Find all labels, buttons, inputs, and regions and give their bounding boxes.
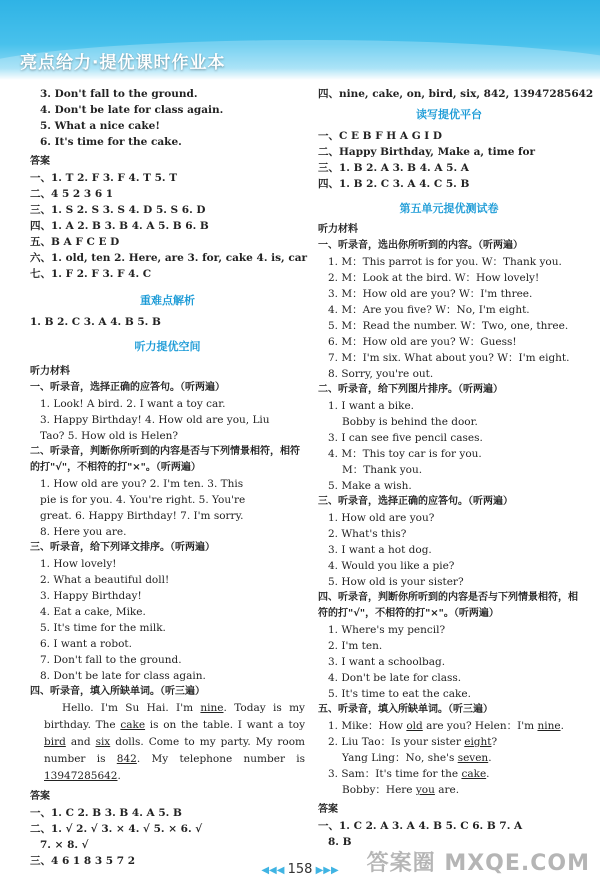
section-heading: 听力提优空间	[134, 340, 201, 353]
text-line: 3. Happy Birthday! 4. How old are you, Liu	[40, 414, 270, 426]
text-line: 5. It's time for the milk.	[40, 622, 166, 634]
answer-line: 1. B 2. C 3. A 4. B 5. B	[30, 316, 161, 328]
text-line: 4. Eat a cake, Mike.	[40, 606, 146, 618]
text-line: Bobby is behind the door.	[342, 416, 478, 428]
exercise-title: 二、听录音，判断你所听到的内容是否与下列情景相符，相符的打"√"，不相符的打"×"。（听两遍）	[30, 446, 300, 473]
line-text: are.	[434, 784, 460, 796]
fill-in-line	[318, 782, 580, 798]
text-line: 4. Don't be late for class again.	[40, 104, 224, 116]
exercise-title: 二、听录音，给下列图片排序。（听两遍）	[318, 384, 503, 395]
text-line: 2. M：Look at the bird. W：How lovely!	[328, 272, 540, 284]
answer-label: 答案	[30, 791, 50, 802]
filled-word: old	[406, 720, 423, 732]
text-line: 6. It's time for the cake.	[40, 136, 182, 148]
line-text: 1. Mike：How	[328, 720, 407, 732]
text-line: 8. Here you are.	[40, 526, 127, 538]
para-text: and	[65, 736, 96, 748]
text-line: 1. I want a bike.	[328, 400, 414, 412]
fill-in-line	[318, 718, 580, 734]
answer-line: 一、C E B F H A G I D	[318, 130, 442, 142]
text-line: 2. I'm ten.	[328, 640, 383, 652]
answer-line: 六、1. old, ten 2. Here, are 3. for, cake 4. is, car	[30, 252, 308, 264]
text-line: pie is for you. 4. You're right. 5. You're	[40, 494, 246, 506]
text-line: 3. I can see five pencil cases.	[328, 432, 483, 444]
answer-line: 一、1. C 2. B 3. B 4. A 5. B	[30, 807, 182, 819]
answer-line: 三、4 6 1 8 3 5 7 2	[30, 855, 136, 867]
text-line: 4. M：This toy car is for you.	[328, 448, 482, 460]
text-line: 1. How old are you?	[328, 512, 435, 524]
listening-label: 听力材料	[30, 366, 70, 377]
filled-word: you	[415, 784, 435, 796]
answer-label: 答案	[318, 804, 338, 815]
para-text: .	[117, 770, 121, 782]
book-title: 亮点给力·提优课时作业本	[20, 53, 226, 73]
answer-line: 8. B	[328, 836, 352, 848]
answer-line: 二、Happy Birthday, Make a, time for	[318, 146, 536, 158]
filled-word: bird	[44, 736, 66, 748]
filled-word: six	[95, 736, 111, 748]
listening-label: 听力材料	[318, 224, 358, 235]
fill-in-line	[318, 734, 580, 750]
section-heading: 重难点解析	[140, 294, 195, 307]
exercise-title: 三、听录音，选择正确的应答句。（听两遍）	[318, 496, 513, 507]
fill-in-line	[318, 750, 580, 766]
left-column	[30, 80, 308, 869]
text-line: great. 6. Happy Birthday! 7. I'm sorry.	[40, 510, 244, 522]
page-number-text: 158	[287, 862, 313, 877]
answer-line: 三、1. B 2. A 3. B 4. A 5. A	[318, 162, 469, 174]
text-line: 3. M：How old are you? W：I'm three.	[328, 288, 533, 300]
line-text: .	[486, 768, 490, 780]
answer-line: 四、1. B 2. C 3. A 4. C 5. B	[318, 178, 470, 190]
exercise-title: 一、听录音，选择正确的应答句。（听两遍）	[30, 382, 225, 393]
answer-line: 一、1. C 2. A 3. A 4. B 5. C 6. B 7. A	[318, 820, 523, 832]
text-line: 3. I want a schoolbag.	[328, 656, 446, 668]
answer-line: 三、1. S 2. S 3. S 4. D 5. S 6. D	[30, 204, 206, 216]
answer-line: 一、1. T 2. F 3. F 4. T 5. T	[30, 172, 178, 184]
text-line: 5. What a nice cake!	[40, 120, 160, 132]
answer-label: 答案	[30, 156, 50, 167]
text-line: 1. How old are you? 2. I'm ten. 3. This	[40, 478, 244, 490]
answer-line: 7. × 8. √	[40, 839, 89, 851]
exercise-title: 四、听录音，判断你所听到的内容是否与下列情景相符，相符的打"√"，不相符的打"×"。（听两遍）	[318, 592, 578, 619]
text-line: 4. Would you like a pie?	[328, 560, 455, 572]
text-line: 5. Make a wish.	[328, 480, 412, 492]
answer-line: 二、4 5 2 3 6 1	[30, 188, 114, 200]
text-line: 7. Don't fall to the ground.	[40, 654, 182, 666]
text-line: 1. Where's my pencil?	[328, 624, 446, 636]
text-line: 6. M：How old are you? W：Guess!	[328, 336, 517, 348]
text-line: M：Thank you.	[342, 464, 423, 476]
filled-word: cake	[461, 768, 487, 780]
text-line: 4. M：Are you five? W：No, I'm eight.	[328, 304, 530, 316]
section-heading: 第五单元提优测试卷	[399, 202, 499, 215]
line-text: 3. Sam：It's time for the	[328, 768, 462, 780]
prev-arrows-icon: ◀◀◀	[261, 865, 288, 876]
text-line: 5. It's time to eat the cake.	[328, 688, 471, 700]
text-line: 3. I want a hot dog.	[328, 544, 432, 556]
answer-line: 四、nine, cake, on, bird, six, 842, 13947285642	[318, 88, 594, 100]
text-line: 3. Happy Birthday!	[40, 590, 142, 602]
text-line: 8. Don't be late for class again.	[40, 670, 206, 682]
text-line: 8. Sorry, you're out.	[328, 368, 434, 380]
answer-line: 七、1. F 2. F 3. F 4. C	[30, 268, 152, 280]
answer-line: 五、B A F C E D	[30, 236, 120, 248]
line-text: ?	[491, 736, 498, 748]
text-line: 5. M：Read the number. W：Two, one, three.	[328, 320, 569, 332]
next-arrows-icon: ▶▶▶	[312, 865, 339, 876]
filled-word: 13947285642	[44, 770, 118, 782]
exercise-title: 三、听录音，给下列译文排序。（听两遍）	[30, 542, 215, 553]
line-text: 2. Liu Tao：Is your sister	[328, 736, 465, 748]
text-line: 2. What a beautiful doll!	[40, 574, 170, 586]
para-text: dolls. Come to my party. My room number is	[44, 736, 306, 765]
text-line: 1. Look! A bird. 2. I want a toy car.	[40, 398, 226, 410]
right-column	[318, 80, 594, 850]
section-heading: 读写提优平台	[416, 108, 482, 121]
filled-word: eight	[464, 736, 492, 748]
text-line: 1. M：This parrot is for you. W：Thank you.	[328, 256, 562, 268]
line-text: Bobby：Here	[342, 784, 416, 796]
para-text: Hello. I'm Su Hai. I'm	[62, 702, 201, 714]
text-line: 2. What's this?	[328, 528, 407, 540]
text-line: 1. How lovely!	[40, 558, 117, 570]
text-line: 5. How old is your sister?	[328, 576, 464, 588]
fill-in-paragraph	[30, 700, 305, 785]
answer-line: 四、1. A 2. B 3. B 4. A 5. B 6. B	[30, 220, 209, 232]
line-text: .	[488, 752, 492, 764]
text-line: Tao? 5. How old is Helen?	[40, 430, 179, 442]
line-text: Yang Ling：No, she's	[342, 752, 458, 764]
filled-word: 842	[116, 753, 137, 765]
answer-line: 二、1. √ 2. √ 3. × 4. √ 5. × 6. √	[30, 823, 203, 835]
line-text: .	[560, 720, 564, 732]
exercise-title: 五、听录音，填入所缺单词。（听三遍）	[318, 704, 493, 715]
para-text: . Today is my birthday. The	[44, 702, 305, 731]
filled-word: cake	[120, 719, 146, 731]
header-banner	[0, 0, 600, 80]
exercise-title: 一、听录音，选出你所听到的内容。（听两遍）	[318, 240, 523, 251]
fill-in-line	[318, 766, 580, 782]
line-text: are you? Helen：I'm	[422, 720, 538, 732]
filled-word: nine	[200, 702, 224, 714]
text-line: 7. M：I'm six. What about you? W：I'm eight.	[328, 352, 570, 364]
filled-word: seven	[457, 752, 489, 764]
para-text: . My telephone number is	[136, 753, 306, 765]
filled-word: nine	[537, 720, 561, 732]
para-text: is on the table. I want a toy	[145, 719, 305, 731]
exercise-title: 四、听录音，填入所缺单词。（听三遍）	[30, 686, 205, 697]
text-line: 6. I want a robot.	[40, 638, 132, 650]
watermark: 答案圈 MXQE.COM	[366, 851, 590, 876]
text-line: 4. Don't be late for class.	[328, 672, 462, 684]
text-line: 3. Don't fall to the ground.	[40, 88, 198, 100]
